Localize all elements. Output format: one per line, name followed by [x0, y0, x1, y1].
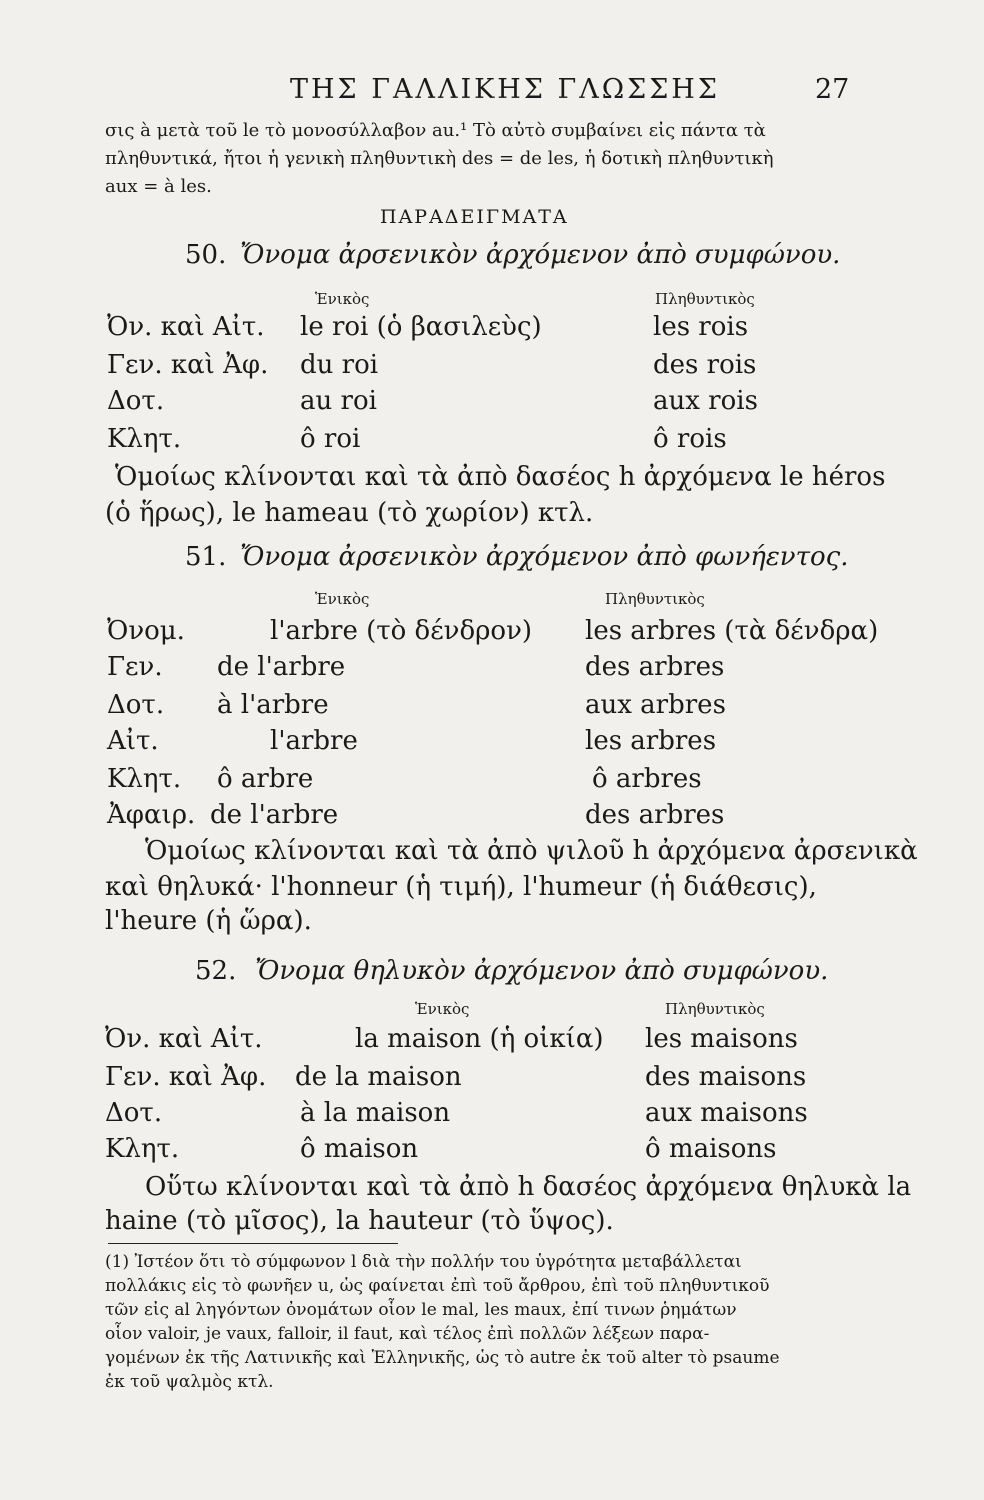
example-51-singular: de l'arbre [217, 652, 346, 682]
example-52-title: Ὄνομα θηλυκὸν ἀρχόμενον ἀπὸ συμφώνου. [255, 956, 829, 986]
example-51-case: Γεν. [107, 652, 163, 682]
example-51-case: Κλητ. [107, 764, 182, 794]
footnote-divider [108, 1243, 398, 1244]
example-51-plural: ô arbres [592, 764, 702, 794]
example-51-plural: les arbres [585, 726, 717, 756]
example-51-singular: à l'arbre [217, 690, 329, 720]
example-52-singular: à la maison [300, 1098, 451, 1128]
example-52-note-line-2: haine (τὸ μῖσος), la hauteur (τὸ ὕψος). [105, 1206, 614, 1236]
intro-line-3: aux = à les. [105, 176, 212, 197]
example-51-singular: l'arbre [270, 726, 358, 756]
example-52-case: Γεν. καὶ Ἀφ. [105, 1062, 267, 1092]
section-heading: ΠΑΡΑΔΕΙΓΜΑΤΑ [380, 206, 569, 228]
example-52-plural: des maisons [645, 1062, 807, 1092]
example-51-case: Ὀνομ. [107, 616, 185, 646]
example-50-singular: au roi [300, 386, 377, 416]
example-52-plural-header: Πληθυντικὸς [665, 1000, 765, 1018]
example-50-plural: ô rois [653, 424, 727, 454]
example-50-note-line-1: Ὁμοίως κλίνονται καὶ τὰ ἀπὸ δασέος h ἀρχόμενα le héros [115, 462, 886, 492]
example-52-plural: ô maisons [645, 1134, 777, 1164]
example-51-case: Ἀφαιρ. [107, 800, 196, 830]
example-52-singular: de la maison [295, 1062, 462, 1092]
intro-line-2: πληθυντικά, ἤτοι ἡ γενικὴ πληθυντικὴ des = de les, ἡ δοτικὴ πληθυντικὴ [105, 148, 774, 169]
example-50-case: Δοτ. [107, 386, 165, 416]
example-50-number: 50. [185, 240, 227, 270]
example-51-plural-header: Πληθυντικὸς [605, 590, 705, 608]
example-52-plural: les maisons [645, 1024, 798, 1054]
example-50-singular-header: Ἑνικὸς [315, 290, 370, 308]
example-51-singular: ô arbre [217, 764, 314, 794]
example-50-singular: du roi [300, 350, 379, 380]
example-52-singular: ô maison [300, 1134, 419, 1164]
example-51-note-line-3: l'heure (ἡ ὥρα). [105, 906, 312, 936]
footnote-line-5: γομένων ἐκ τῆς Λατινικῆς καὶ Ἑλληνικῆς, ὡς τὸ autre ἐκ τοῦ alter τὸ psaume [105, 1348, 780, 1368]
example-51-number: 51. [185, 542, 227, 572]
example-51-singular: l'arbre (τὸ δένδρον) [270, 616, 533, 646]
footnote-line-6: ἐκ τοῦ ψαλμὸς κτλ. [105, 1372, 274, 1392]
footnote-line-3: τῶν εἰς al ληγόντων ὀνομάτων οἷον le mal, les maux, ἐπί τινων ῥημάτων [105, 1300, 737, 1320]
footnote-line-4: οἷον valoir, je vaux, falloir, il faut, καὶ τέλος ἐπὶ πολλῶν λέξεων παρα- [105, 1324, 710, 1344]
example-52-singular: la maison (ἡ οἰκία) [355, 1024, 604, 1054]
example-50-plural: les rois [653, 312, 749, 342]
example-50-title: Ὄνομα ἀρσενικὸν ἀρχόμενον ἀπὸ συμφώνου. [240, 240, 841, 270]
footnote-line-2: πολλάκις εἰς τὸ φωνῆεν u, ὡς φαίνεται ἐπὶ τοῦ ἄρθρου, ἐπὶ τοῦ πληθυντικοῦ [105, 1276, 770, 1296]
example-50-singular: le roi (ὁ βασιλεὺς) [300, 312, 542, 342]
footnote-line-1: (1) Ἰστέον ὅτι τὸ σύμφωνον l διὰ τὴν πολλήν του ὑγρότητα μεταβάλλεται [105, 1252, 742, 1272]
running-header: ΤΗΣ ΓΑΛΛΙΚΗΣ ΓΛΩΣΣΗΣ [290, 74, 720, 105]
example-52-case: Δοτ. [105, 1098, 163, 1128]
page-number: 27 [815, 74, 850, 105]
example-50-case: Ὀν. καὶ Αἰτ. [107, 312, 265, 342]
example-51-note-line-1: Ὁμοίως κλίνονται καὶ τὰ ἀπὸ ψιλοῦ h ἀρχόμενα ἀρσενικὰ [145, 836, 918, 866]
example-50-plural-header: Πληθυντικὸς [655, 290, 755, 308]
example-52-plural: aux maisons [645, 1098, 808, 1128]
example-50-plural: des rois [653, 350, 757, 380]
example-52-note-line-1: Οὕτω κλίνονται καὶ τὰ ἀπὸ h δασέος ἀρχόμενα θηλυκὰ la [145, 1172, 912, 1202]
example-50-case: Γεν. καὶ Ἀφ. [107, 350, 269, 380]
example-52-singular-header: Ἑνικὸς [415, 1000, 470, 1018]
example-50-note-line-2: (ὁ ἥρως), le hameau (τὸ χωρίον) κτλ. [105, 498, 594, 528]
example-52-case: Ὀν. καὶ Αἰτ. [105, 1024, 263, 1054]
example-50-case: Κλητ. [107, 424, 182, 454]
example-51-plural: des arbres [585, 800, 725, 830]
example-51-plural: aux arbres [585, 690, 726, 720]
example-51-title: Ὄνομα ἀρσενικὸν ἀρχόμενον ἀπὸ φωνήεντος. [240, 542, 849, 572]
example-50-plural: aux rois [653, 386, 758, 416]
example-51-singular-header: Ἑνικὸς [315, 590, 370, 608]
example-51-plural: les arbres (τὰ δένδρα) [585, 616, 879, 646]
intro-line-1: σις à μετὰ τοῦ le τὸ μονοσύλλαβον au.¹ Τὸ αὐτὸ συμβαίνει εἰς πάντα τὰ [105, 120, 766, 141]
example-51-case: Αἰτ. [107, 726, 159, 756]
example-51-note-line-2: καὶ θηλυκά· l'honneur (ἡ τιμή), l'humeur (ἡ διάθεσις), [105, 872, 817, 902]
example-52-number: 52. [195, 956, 237, 986]
example-51-plural: des arbres [585, 652, 725, 682]
example-51-case: Δοτ. [107, 690, 165, 720]
example-50-singular: ô roi [300, 424, 361, 454]
example-52-case: Κλητ. [105, 1134, 180, 1164]
example-51-singular: de l'arbre [210, 800, 339, 830]
